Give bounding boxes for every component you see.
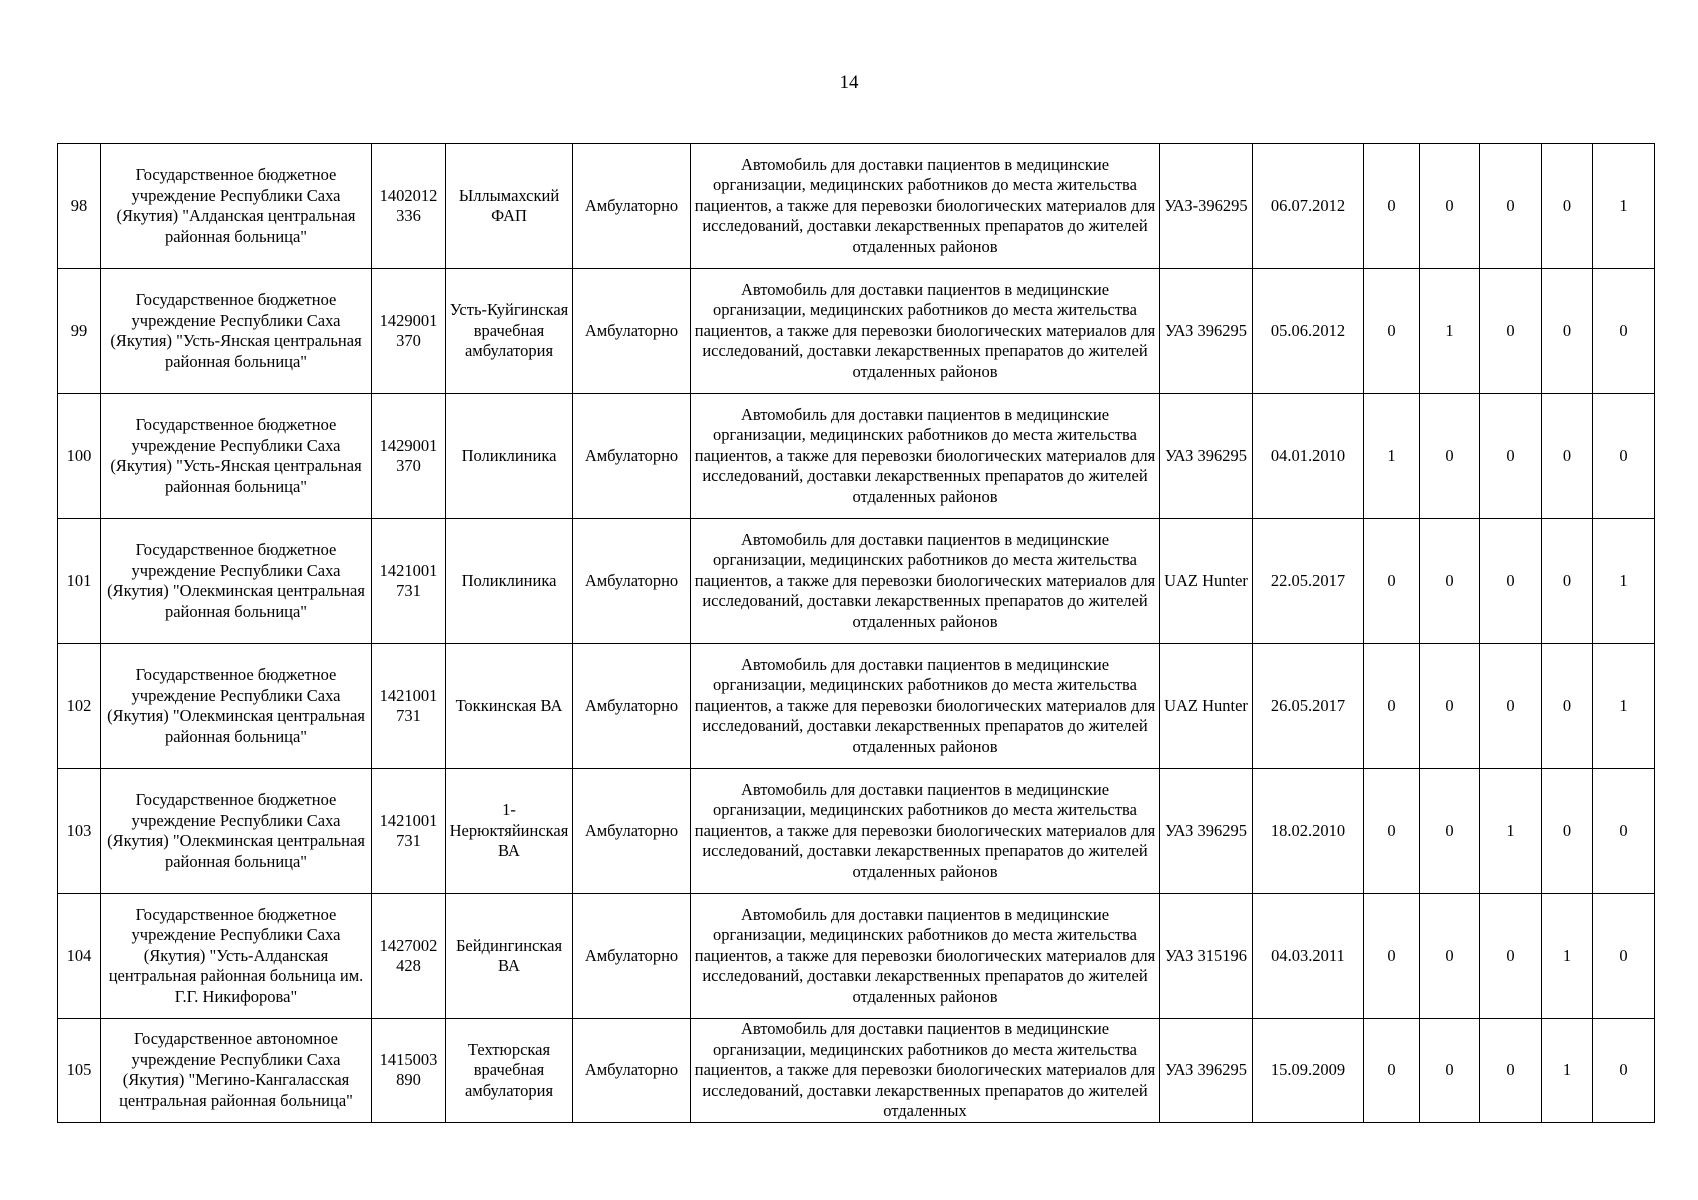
cell-count-2: 0 xyxy=(1420,144,1480,269)
cell-subdivision: Токкинская ВА xyxy=(446,644,573,769)
cell-organization: Государственное автономное учреждение Республики Саха (Якутия) "Мегино-Кангаласская центральная районная больница" xyxy=(101,1019,372,1123)
cell-count-5: 0 xyxy=(1593,894,1655,1019)
cell-org-code: 1429001 370 xyxy=(372,269,446,394)
cell-count-4: 1 xyxy=(1542,1019,1593,1123)
cell-organization: Государственное бюджетное учреждение Республики Саха (Якутия) "Олекминская центральная районная больница" xyxy=(101,769,372,894)
cell-organization: Государственное бюджетное учреждение Республики Саха (Якутия) "Усть-Янская центральная районная больница" xyxy=(101,394,372,519)
table-row xyxy=(58,1019,1655,1123)
cell-vehicle-purpose: Автомобиль для доставки пациентов в медицинские организации, медицинских работников до места жительства пациентов, а также для перевозки биологических материалов для исследований, доставки лекарственных препаратов до жителей отдаленных районов xyxy=(691,144,1160,269)
cell-row-number: 101 xyxy=(58,519,101,644)
table-row xyxy=(58,269,1655,394)
cell-vehicle-purpose: Автомобиль для доставки пациентов в медицинские организации, медицинских работников до места жительства пациентов, а также для перевозки биологических материалов для исследований, доставки лекарственных препаратов до жителей отдаленных районов xyxy=(691,644,1160,769)
cell-count-1: 0 xyxy=(1364,519,1420,644)
cell-vehicle-model: UAZ Hunter xyxy=(1160,519,1253,644)
cell-subdivision: Техтюрская врачебная амбулатория xyxy=(446,1019,573,1123)
cell-row-number: 99 xyxy=(58,269,101,394)
cell-registration-date: 26.05.2017 xyxy=(1253,644,1364,769)
cell-count-2: 0 xyxy=(1420,394,1480,519)
cell-vehicle-purpose: Автомобиль для доставки пациентов в медицинские организации, медицинских работников до места жительства пациентов, а также для перевозки биологических материалов для исследований, доставки лекарственных препаратов до жителей отдаленных районов xyxy=(691,769,1160,894)
cell-count-4: 0 xyxy=(1542,269,1593,394)
cell-count-3: 0 xyxy=(1480,894,1542,1019)
cell-organization: Государственное бюджетное учреждение Республики Саха (Якутия) "Усть-Алданская центральная районная больница им. Г.Г. Никифорова" xyxy=(101,894,372,1019)
cell-count-5: 0 xyxy=(1593,769,1655,894)
cell-subdivision: Бейдингинская ВА xyxy=(446,894,573,1019)
cell-registration-date: 04.03.2011 xyxy=(1253,894,1364,1019)
cell-care-type: Амбулаторно xyxy=(573,394,691,519)
cell-count-4: 0 xyxy=(1542,394,1593,519)
cell-org-code: 1421001 731 xyxy=(372,769,446,894)
page-number: 14 xyxy=(839,72,859,93)
table-row xyxy=(58,769,1655,894)
cell-vehicle-model: УАЗ-396295 xyxy=(1160,144,1253,269)
cell-count-1: 0 xyxy=(1364,269,1420,394)
cell-count-2: 0 xyxy=(1420,519,1480,644)
cell-registration-date: 22.05.2017 xyxy=(1253,519,1364,644)
cell-registration-date: 04.01.2010 xyxy=(1253,394,1364,519)
cell-vehicle-purpose: Автомобиль для доставки пациентов в медицинские организации, медицинских работников до места жительства пациентов, а также для перевозки биологических материалов для исследований, доставки лекарственных препаратов до жителей отдаленных районов xyxy=(691,894,1160,1019)
cell-care-type: Амбулаторно xyxy=(573,894,691,1019)
cell-org-code: 1415003 890 xyxy=(372,1019,446,1123)
cell-vehicle-model: УАЗ 396295 xyxy=(1160,269,1253,394)
cell-subdivision: 1-Нерюктяйинская ВА xyxy=(446,769,573,894)
cell-registration-date: 05.06.2012 xyxy=(1253,269,1364,394)
table-row xyxy=(58,894,1655,1019)
cell-count-4: 0 xyxy=(1542,769,1593,894)
vehicle-registry-table xyxy=(57,143,1655,1123)
cell-count-1: 1 xyxy=(1364,394,1420,519)
cell-count-3: 0 xyxy=(1480,1019,1542,1123)
table-row xyxy=(58,519,1655,644)
cell-subdivision: Поликлиника xyxy=(446,394,573,519)
cell-row-number: 98 xyxy=(58,144,101,269)
cell-count-4: 1 xyxy=(1542,894,1593,1019)
cell-vehicle-purpose: Автомобиль для доставки пациентов в медицинские организации, медицинских работников до места жительства пациентов, а также для перевозки биологических материалов для исследований, доставки лекарственных препаратов до жителей отдаленных районов xyxy=(691,269,1160,394)
cell-organization: Государственное бюджетное учреждение Республики Саха (Якутия) "Олекминская центральная районная больница" xyxy=(101,644,372,769)
cell-count-2: 0 xyxy=(1420,644,1480,769)
cell-vehicle-purpose: Автомобиль для доставки пациентов в медицинские организации, медицинских работников до места жительства пациентов, а также для перевозки биологических материалов для исследований, доставки лекарственных препаратов до жителей отдаленных xyxy=(691,1019,1160,1123)
cell-count-3: 0 xyxy=(1480,519,1542,644)
cell-vehicle-purpose: Автомобиль для доставки пациентов в медицинские организации, медицинских работников до места жительства пациентов, а также для перевозки биологических материалов для исследований, доставки лекарственных препаратов до жителей отдаленных районов xyxy=(691,519,1160,644)
cell-count-4: 0 xyxy=(1542,144,1593,269)
cell-care-type: Амбулаторно xyxy=(573,1019,691,1123)
cell-care-type: Амбулаторно xyxy=(573,769,691,894)
cell-org-code: 1402012 336 xyxy=(372,144,446,269)
cell-row-number: 103 xyxy=(58,769,101,894)
cell-count-3: 0 xyxy=(1480,644,1542,769)
cell-organization: Государственное бюджетное учреждение Республики Саха (Якутия) "Алданская центральная районная больница" xyxy=(101,144,372,269)
cell-vehicle-model: УАЗ 396295 xyxy=(1160,394,1253,519)
cell-count-5: 0 xyxy=(1593,394,1655,519)
cell-count-1: 0 xyxy=(1364,144,1420,269)
cell-care-type: Амбулаторно xyxy=(573,644,691,769)
cell-count-1: 0 xyxy=(1364,1019,1420,1123)
cell-org-code: 1429001 370 xyxy=(372,394,446,519)
cell-count-3: 0 xyxy=(1480,394,1542,519)
cell-count-3: 0 xyxy=(1480,144,1542,269)
cell-count-2: 1 xyxy=(1420,269,1480,394)
table-row xyxy=(58,644,1655,769)
cell-vehicle-model: UAZ Hunter xyxy=(1160,644,1253,769)
cell-vehicle-purpose: Автомобиль для доставки пациентов в медицинские организации, медицинских работников до места жительства пациентов, а также для перевозки биологических материалов для исследований, доставки лекарственных препаратов до жителей отдаленных районов xyxy=(691,394,1160,519)
table-row xyxy=(58,394,1655,519)
cell-care-type: Амбулаторно xyxy=(573,519,691,644)
cell-vehicle-model: УАЗ 396295 xyxy=(1160,1019,1253,1123)
cell-count-4: 0 xyxy=(1542,519,1593,644)
cell-row-number: 102 xyxy=(58,644,101,769)
cell-count-5: 1 xyxy=(1593,519,1655,644)
cell-organization: Государственное бюджетное учреждение Республики Саха (Якутия) "Усть-Янская центральная районная больница" xyxy=(101,269,372,394)
cell-subdivision: Поликлиника xyxy=(446,519,573,644)
cell-count-3: 0 xyxy=(1480,269,1542,394)
cell-subdivision: Ыллымахский ФАП xyxy=(446,144,573,269)
cell-vehicle-model: УАЗ 396295 xyxy=(1160,769,1253,894)
cell-org-code: 1421001 731 xyxy=(372,644,446,769)
cell-count-1: 0 xyxy=(1364,769,1420,894)
cell-count-5: 0 xyxy=(1593,1019,1655,1123)
cell-row-number: 104 xyxy=(58,894,101,1019)
cell-count-1: 0 xyxy=(1364,644,1420,769)
cell-organization: Государственное бюджетное учреждение Республики Саха (Якутия) "Олекминская центральная районная больница" xyxy=(101,519,372,644)
cell-count-1: 0 xyxy=(1364,894,1420,1019)
cell-count-2: 0 xyxy=(1420,894,1480,1019)
cell-org-code: 1427002 428 xyxy=(372,894,446,1019)
cell-subdivision: Усть-Куйгинская врачебная амбулатория xyxy=(446,269,573,394)
cell-org-code: 1421001 731 xyxy=(372,519,446,644)
cell-registration-date: 06.07.2012 xyxy=(1253,144,1364,269)
cell-care-type: Амбулаторно xyxy=(573,144,691,269)
cell-count-4: 0 xyxy=(1542,644,1593,769)
cell-count-2: 0 xyxy=(1420,1019,1480,1123)
cell-count-5: 1 xyxy=(1593,144,1655,269)
cell-registration-date: 15.09.2009 xyxy=(1253,1019,1364,1123)
cell-count-3: 1 xyxy=(1480,769,1542,894)
cell-row-number: 100 xyxy=(58,394,101,519)
cell-vehicle-model: УАЗ 315196 xyxy=(1160,894,1253,1019)
table-body xyxy=(58,144,1655,1123)
table-row xyxy=(58,144,1655,269)
cell-count-5: 1 xyxy=(1593,644,1655,769)
cell-count-5: 0 xyxy=(1593,269,1655,394)
cell-row-number: 105 xyxy=(58,1019,101,1123)
cell-count-2: 0 xyxy=(1420,769,1480,894)
cell-care-type: Амбулаторно xyxy=(573,269,691,394)
cell-registration-date: 18.02.2010 xyxy=(1253,769,1364,894)
